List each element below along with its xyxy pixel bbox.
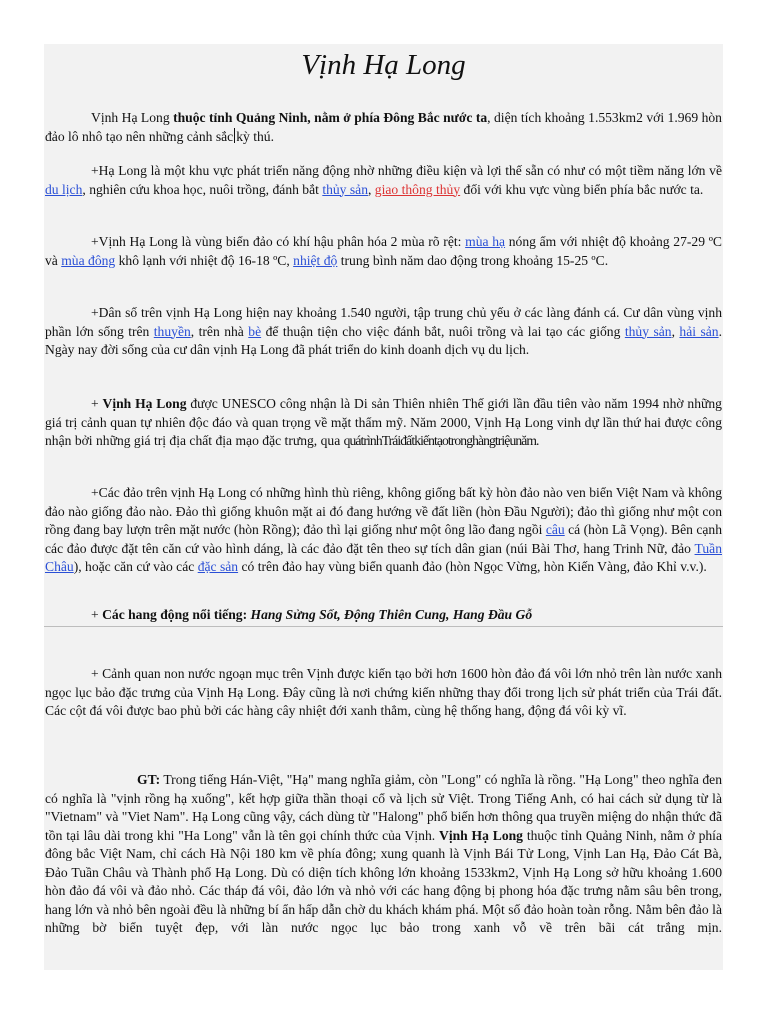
text-run: + [91, 396, 103, 411]
divider-line [44, 626, 723, 627]
text-run: + Cảnh quan non nước ngoạn mục trên Vịnh được kiến tạo bởi hơn 1600 hòn đảo đá vôi lớn nhỏ trên làn nước xanh ngọc lục bảo đặc trưng của Vịnh Hạ Long. Đây cũng là nơi chứng kiến những thay đổi trong lịch sử phát triển của Trái đất. Các cột đá vôi được bao phủ bởi các hàng cây nhiệt đới xanh thẳm, cùng hệ thống hang, động đá vôi kỳ vĩ. [45, 666, 722, 718]
caves-heading [45, 606, 722, 624]
paragraph-population [45, 304, 722, 360]
text-run: kỳ thú. [236, 128, 274, 144]
link-dac-san[interactable]: đặc sản [197, 559, 239, 574]
bold-italic-text: Hang Sửng Sốt, Động Thiên Cung, Hang Đầu Gỗ [250, 607, 533, 622]
bold-text: Vịnh Hạ Long [439, 827, 523, 843]
link-nhiet-do[interactable]: nhiệt độ [293, 252, 338, 268]
link-hai-san[interactable]: hải sản [679, 323, 719, 339]
text-run: trung bình năm dao động trong khoảng 15-25 ºC. [337, 252, 609, 268]
paragraph-gt [45, 771, 722, 938]
page-title: Vịnh Hạ Long [301, 49, 466, 81]
text-run: thuộc tỉnh Quảng Ninh, nằm ở phía đông bắc Việt Nam, chỉ cách Hà Nội 180 km về phía đông; xung quanh là Vịnh Bái Tử Long, Vịnh Lan Hạ, Đảo Cát Bà, Đảo Tuần Châu và Thành phố Hạ Long. Dù có diện tích không lớn khoảng 1533km2, Vịnh Hạ Long sở hữu khoảng 1.600 hòn đảo đá vôi và đảo nhỏ. Các tháp đá vôi, đảo lớn và nhỏ với các hang động bị phong hóa đặc trưng nằm sâu bên trong, hang lớn và nhỏ bên ngoài đều là những bí ẩn hấp dẫn chờ du khách khám phá. Một số đảo hoàn toàn rỗng. Nằm bên đảo là những bờ biển tuyệt đẹp, với làn nước ngọc lục bảo trong xanh vỗ về trên bãi cát trắng mịn. [45, 827, 722, 935]
link-mua-dong[interactable]: mùa đông [61, 252, 116, 268]
link-cau[interactable]: câu [545, 522, 565, 537]
text-run: để thuận tiện cho việc đánh bắt, nuôi trồng và lai tạo các giống [261, 323, 625, 339]
link-be[interactable]: bè [248, 323, 262, 339]
paragraph-economy [45, 162, 722, 199]
text-run: +Dân số trên vịnh Hạ Long hiện nay khoảng 1.540 người, tập trung chủ yếu ở các làng đánh cá. Cư dân vùng vịnh phần lớn sống trên [45, 305, 722, 339]
text-run: . Ngày nay đời sống của cư dân vịnh Hạ Long đã phát triển do kinh doanh dịch vụ du lịch. [45, 323, 722, 357]
link-giao-thong-thuy[interactable]: giao thông thủy [374, 181, 461, 197]
link-thuyen[interactable]: thuyền [153, 323, 191, 339]
text-run: , nghiên cứu khoa học, nuôi trồng, đánh bắt [82, 181, 323, 197]
text-run: ), hoặc căn cứ vào các [73, 559, 198, 574]
text-run: + [91, 607, 103, 622]
text-run: có trên đảo hay vùng biển quanh đảo (hòn Ngọc Vừng, hòn Kiến Vàng, đảo Khỉ v.v.). [238, 559, 707, 574]
link-thuy-san-2[interactable]: thủy sản [624, 323, 672, 339]
bold-text: Vịnh Hạ Long [102, 396, 187, 411]
text-run: , [368, 181, 375, 197]
link-tuan-chau[interactable]: Tuần Châu [45, 540, 722, 574]
link-du-lich[interactable]: du lịch [45, 181, 83, 197]
bold-text: Các hang động nổi tiếng: [102, 607, 251, 622]
text-run: , trên nhà [190, 323, 249, 339]
link-thuy-san[interactable]: thủy sản [322, 181, 368, 197]
text-run: được UNESCO công nhận là Di sản Thiên nhiên Thế giới lần đầu tiên vào năm 1994 nhờ những giá trị cảnh quan tự nhiên độc đáo và quan trọng về mặt thẩm mỹ. Năm 2000, Vịnh Hạ Long vinh dự lần thứ hai được công nhận bởi những giá trị địa chất địa mạo đặc trưng, qua [45, 396, 722, 448]
paragraph-unesco [45, 395, 722, 451]
text-run: , diện tích khoảng 1.553km2 với 1.969 hòn đảo lô nhô tạo nên những cảnh sắc [45, 110, 722, 144]
bold-text: thuộc tỉnh Quảng Ninh, nằm ở phía Đông Bắc nước ta [173, 110, 488, 125]
text-run: cá (hòn Lã Vọng). Bên cạnh các đảo được đặt tên căn cứ vào hình dáng, là các đảo đặt tên theo sự tích dân gian (núi Bài Thơ, hang Trinh Nữ, đảo [45, 522, 722, 556]
text-run: +Hạ Long là một khu vực phát triển năng động nhờ những điều kiện và lợi thế sẵn có như có một tiềm năng lớn về [91, 163, 722, 178]
paragraph-climate [45, 233, 722, 270]
paragraph-islands [45, 484, 722, 577]
document-page [44, 44, 723, 970]
link-mua-ha[interactable]: mùa hạ [465, 234, 506, 249]
bold-text: GT: [137, 772, 161, 787]
text-run: đối với khu vực vùng biển phía bắc nước ta. [460, 181, 704, 197]
text-run: , [671, 323, 680, 339]
text-run: +Vịnh Hạ Long là vùng biển đảo có khí hậu phân hóa 2 mùa rõ rệt: [91, 234, 466, 249]
text-run: Trong tiếng Hán-Việt, "Hạ" mang nghĩa giảm, còn "Long" có nghĩa là rồng. "Hạ Long" theo nghĩa đen có nghĩa là "vịnh rồng hạ xuống", kết hợp giữa thần thoại cổ và lịch sử Việt. Trong Tiếng Anh, có hai cách sử dụng từ là "Vietnam" và "Viet Nam". Hạ Long cũng vậy, cách dùng từ "Halong" phổ biến hơn thông qua truyền miệng do nhận thức đã tồn tại lâu dài trong khi "Ha Long" vẫn là tên gọi chính thức của Vịnh. [45, 772, 722, 843]
text-run: quátrìnhTráiđấtkiếntạotronghàngtriệunăm. [343, 433, 539, 448]
paragraph-intro [45, 109, 722, 146]
paragraph-landscape [45, 665, 722, 721]
text-run: Vịnh Hạ Long [91, 110, 174, 125]
text-run: nóng ẩm với nhiệt độ khoảng 27-29 ºC và [45, 234, 722, 268]
text-run: +Các đảo trên vịnh Hạ Long có những hình thù riêng, không giống bất kỳ hòn đảo nào ven biển Việt Nam và không đảo nào giống đảo nào. Đảo thì giống khuôn mặt ai đó đang hướng về đất liền (hòn Đầu Người); đảo thì giống như một con rồng đang bay lượn trên mặt nước (hòn Rồng); đảo thì lại giống như một ông lão đang ngồi [45, 485, 722, 537]
text-run: khô lạnh với nhiệt độ 16-18 ºC, [115, 252, 294, 268]
